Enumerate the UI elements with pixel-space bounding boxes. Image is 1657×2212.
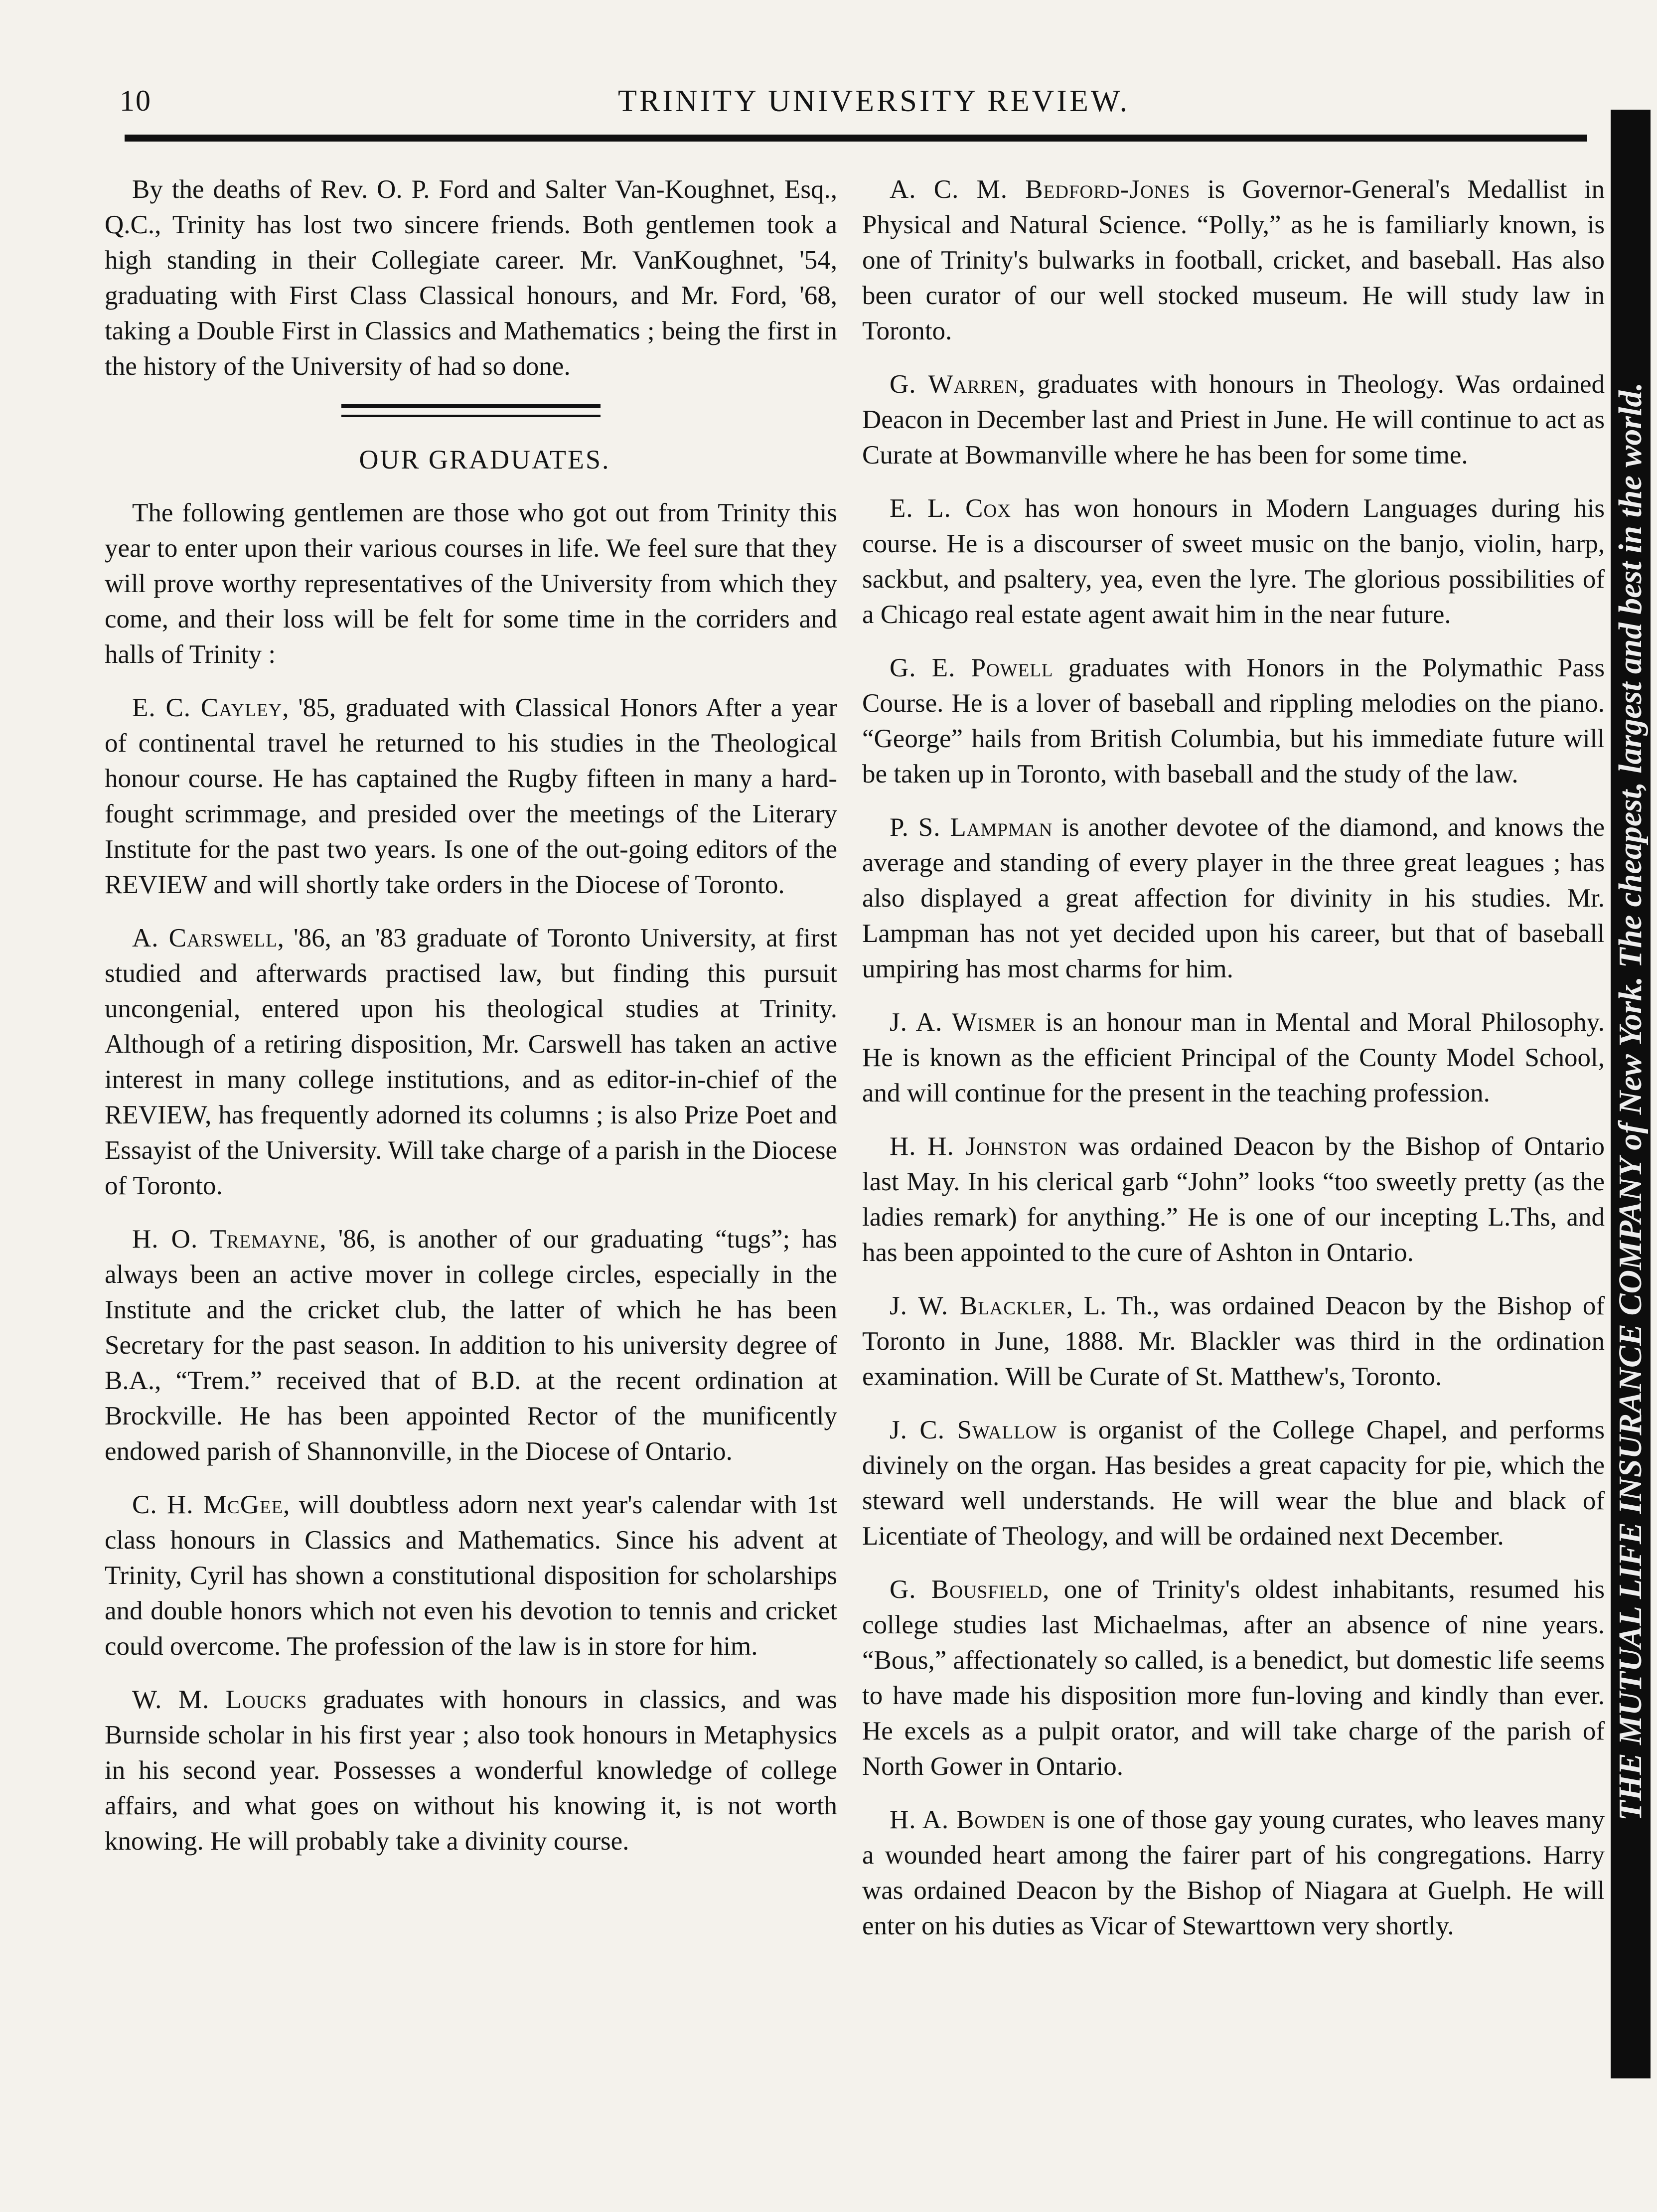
right-column: [862, 172, 1605, 1962]
graduate-text: is an honour man in Mental and Moral Philosophy. He is known as the efficient Principal of the County Model School, and will continue for the present in the teaching profession.: [862, 1008, 1605, 1107]
graduate-text: , '85, graduated with Classical Honors After a year of continental travel he returned to his studies in the Theological honour course. He has captained the Rugby fifteen in many a hard-fought scrimmage, and presided over the meetings of the Literary Institute for the past two years. Is one of the out-going editors of the REVIEW and will shortly take orders in the Diocese of Toronto.: [105, 693, 837, 899]
graduate-text: , will doubtless adorn next year's calendar with 1st class honours in Classics and Mathematics. Since his advent at Trinity, Cyril has shown a constitutional disposition for scholarships and double honors which not even his devotion to tennis and cricket could overcome. The profession of the law is in store for him.: [105, 1490, 837, 1661]
side-banner-advertisement: THE MUTUAL LIFE INSURANCE COMPANY of New York. The cheapest, largest and best in the world.: [1612, 382, 1649, 1821]
graduate-name: H. A. Bowden: [890, 1805, 1046, 1834]
graduate-name: E. C. Cayley: [132, 693, 283, 722]
page-number: 10: [120, 84, 151, 117]
left-column: [105, 172, 837, 1877]
graduate-entry-powell: [862, 650, 1605, 792]
graduate-name: E. L. Cox: [890, 494, 1011, 523]
graduate-entry-blackler: [862, 1288, 1605, 1395]
graduate-name: A. Carswell: [132, 924, 278, 952]
graduate-name: H. H. Johnston: [890, 1132, 1068, 1161]
graduate-name: G. E. Powell: [890, 653, 1054, 682]
graduate-text: , L. Th., was ordained Deacon by the Bishop of Toronto in June, 1888. Mr. Blackler was third in the ordination examination. Will be Curate of St. Matthew's, Toronto.: [862, 1291, 1605, 1391]
graduate-entry-swallow: [862, 1413, 1605, 1554]
graduate-text: graduates with Honors in the Polymathic Pass Course. He is a lover of baseball and rippling melodies on the piano. “George” hails from British Columbia, but his immediate future will be taken up in Toronto, with baseball and the study of the law.: [862, 653, 1605, 789]
graduate-entry-bousfield: [862, 1572, 1605, 1784]
graduate-text: was ordained Deacon by the Bishop of Ontario last May. In his clerical garb “John” looks “too sweetly pretty (as the ladies remark) for anything.” He is one of our incepting L.Ths, and has been appointed to the cure of Ashton in Ontario.: [862, 1132, 1605, 1267]
graduate-name: P. S. Lampman: [890, 813, 1053, 842]
graduate-entry-bowden: [862, 1802, 1605, 1944]
graduate-name: W. M. Loucks: [132, 1685, 307, 1714]
graduate-text: graduates with honours in classics, and was Burnside scholar in his first year ; also took honours in Metaphysics in his second year. Possesses a wonderful knowledge of college affairs, and what goes on without his knowing it, is not worth knowing. He will probably take a divinity course.: [105, 1685, 837, 1856]
section-intro: The following gentlemen are those who got out from Trinity this year to enter upon their various courses in life. We feel sure that they will prove worthy representatives of the University from which they come, and their loss will be felt for some time in the corriders and halls of Trinity :: [105, 498, 837, 669]
graduate-text: has won honours in Modern Languages during his course. He is a discourser of sweet music on the banjo, violin, harp, sackbut, and psaltery, yea, even the lyre. The glorious possibilities of a Chicago real estate agent await him in the near future.: [862, 494, 1605, 629]
graduate-text: , '86, is another of our graduating “tugs”; has always been an active mover in college circles, especially in the Institute and the cricket club, the latter of which he has been Secretary for the past season. In addition to his university degree of B.A., “Trem.” received that of B.D. at the recent ordination at Brockville. He has been appointed Rector of the munificently endowed parish of Shannonville, in the Diocese of Ontario.: [105, 1225, 838, 1466]
graduate-name: J. A. Wismer: [890, 1008, 1037, 1037]
graduate-entry-tremayne: [105, 1222, 837, 1469]
graduate-text: , graduates with honours in Theology. Was ordained Deacon in December last and Priest in June. He will continue to act as Curate at Bowmanville where he has been for some time.: [862, 370, 1605, 470]
graduate-name: G. Bousfield: [890, 1575, 1043, 1604]
graduate-text: is one of those gay young curates, who leaves many a wounded heart among the fairer part of his congregations. Harry was ordained Deacon by the Bishop of Niagara at Guelph. He will enter on his duties as Vicar of Stewarttown very shortly.: [862, 1805, 1605, 1940]
graduate-entry-carswell: [105, 921, 837, 1204]
obituary-paragraph: By the deaths of Rev. O. P. Ford and Salter Van-Koughnet, Esq., Q.C., Trinity has lost two sincere friends. Both gentlemen took a high standing in their Collegiate career. Mr. VanKoughnet, '54, graduating with First Class Classical honours, and Mr. Ford, '68, taking a Double First in Classics and Mathematics ; being the first in the history of the University of had so done.: [105, 175, 837, 381]
graduate-text: is organist of the College Chapel, and performs divinely on the organ. Has besides a great capacity for pie, which the steward well understands. He will wear the blue and black of Licentiate of Theology, and will be ordained next December.: [862, 1416, 1605, 1551]
graduate-name: H. O. Tremayne: [132, 1225, 320, 1254]
graduate-name: A. C. M. Bedford-Jones: [890, 175, 1191, 204]
graduate-name: G. Warren: [890, 370, 1019, 399]
graduate-entry-loucks: [105, 1682, 837, 1859]
section-divider: [341, 404, 601, 417]
graduate-entry-lampman: [862, 810, 1605, 987]
header-rule: [125, 135, 1587, 142]
graduate-text: is Governor-General's Medallist in Physical and Natural Science. “Polly,” as he is familiarly known, is one of Trinity's bulwarks in football, cricket, and baseball. Has also been curator of our well stocked museum. He will study law in Toronto.: [862, 175, 1605, 345]
graduate-text: , '86, an '83 graduate of Toronto University, at first studied and afterwards practised law, but finding this pursuit uncongenial, entered upon his theological studies at Trinity. Although of a retiring disposition, Mr. Carswell has taken an active interest in many college institutions, and as editor-in-chief of the REVIEW, has frequently adorned its columns ; is also Prize Poet and Essayist of the University. Will take charge of a parish in the Diocese of Toronto.: [105, 924, 837, 1200]
graduate-entry-warren: [862, 367, 1605, 473]
graduate-entry-cox: [862, 491, 1605, 632]
graduate-name: C. H. McGee: [132, 1490, 284, 1519]
graduate-name: J. C. Swallow: [890, 1416, 1057, 1444]
running-head: TRINITY UNIVERSITY REVIEW.: [618, 84, 1130, 118]
graduate-entry-mcgee: [105, 1487, 837, 1664]
graduate-name: J. W. Blackler: [890, 1291, 1066, 1320]
graduate-text: is another devotee of the diamond, and knows the average and standing of every player in the three great leagues ; has also displayed a great affection for divinity in his studies. Mr. Lampman has not yet decided upon his career, but that of baseball umpiring has most charms for him.: [862, 813, 1605, 983]
graduate-entry-cayley: [105, 690, 837, 903]
graduate-entry-wismer: [862, 1005, 1605, 1111]
graduate-entry-johnston: [862, 1129, 1605, 1270]
graduate-text: , one of Trinity's oldest inhabitants, resumed his college studies last Michaelmas, after an absence of nine years. “Bous,” affectionately so called, is a benedict, but domestic life seems to have made his disposition more fun-loving and kindly than ever. He excels as a pulpit orator, and will take charge of the parish of North Gower in Ontario.: [862, 1575, 1605, 1781]
section-heading: OUR GRADUATES.: [359, 445, 610, 474]
graduate-entry-bedford-jones: [862, 172, 1605, 349]
